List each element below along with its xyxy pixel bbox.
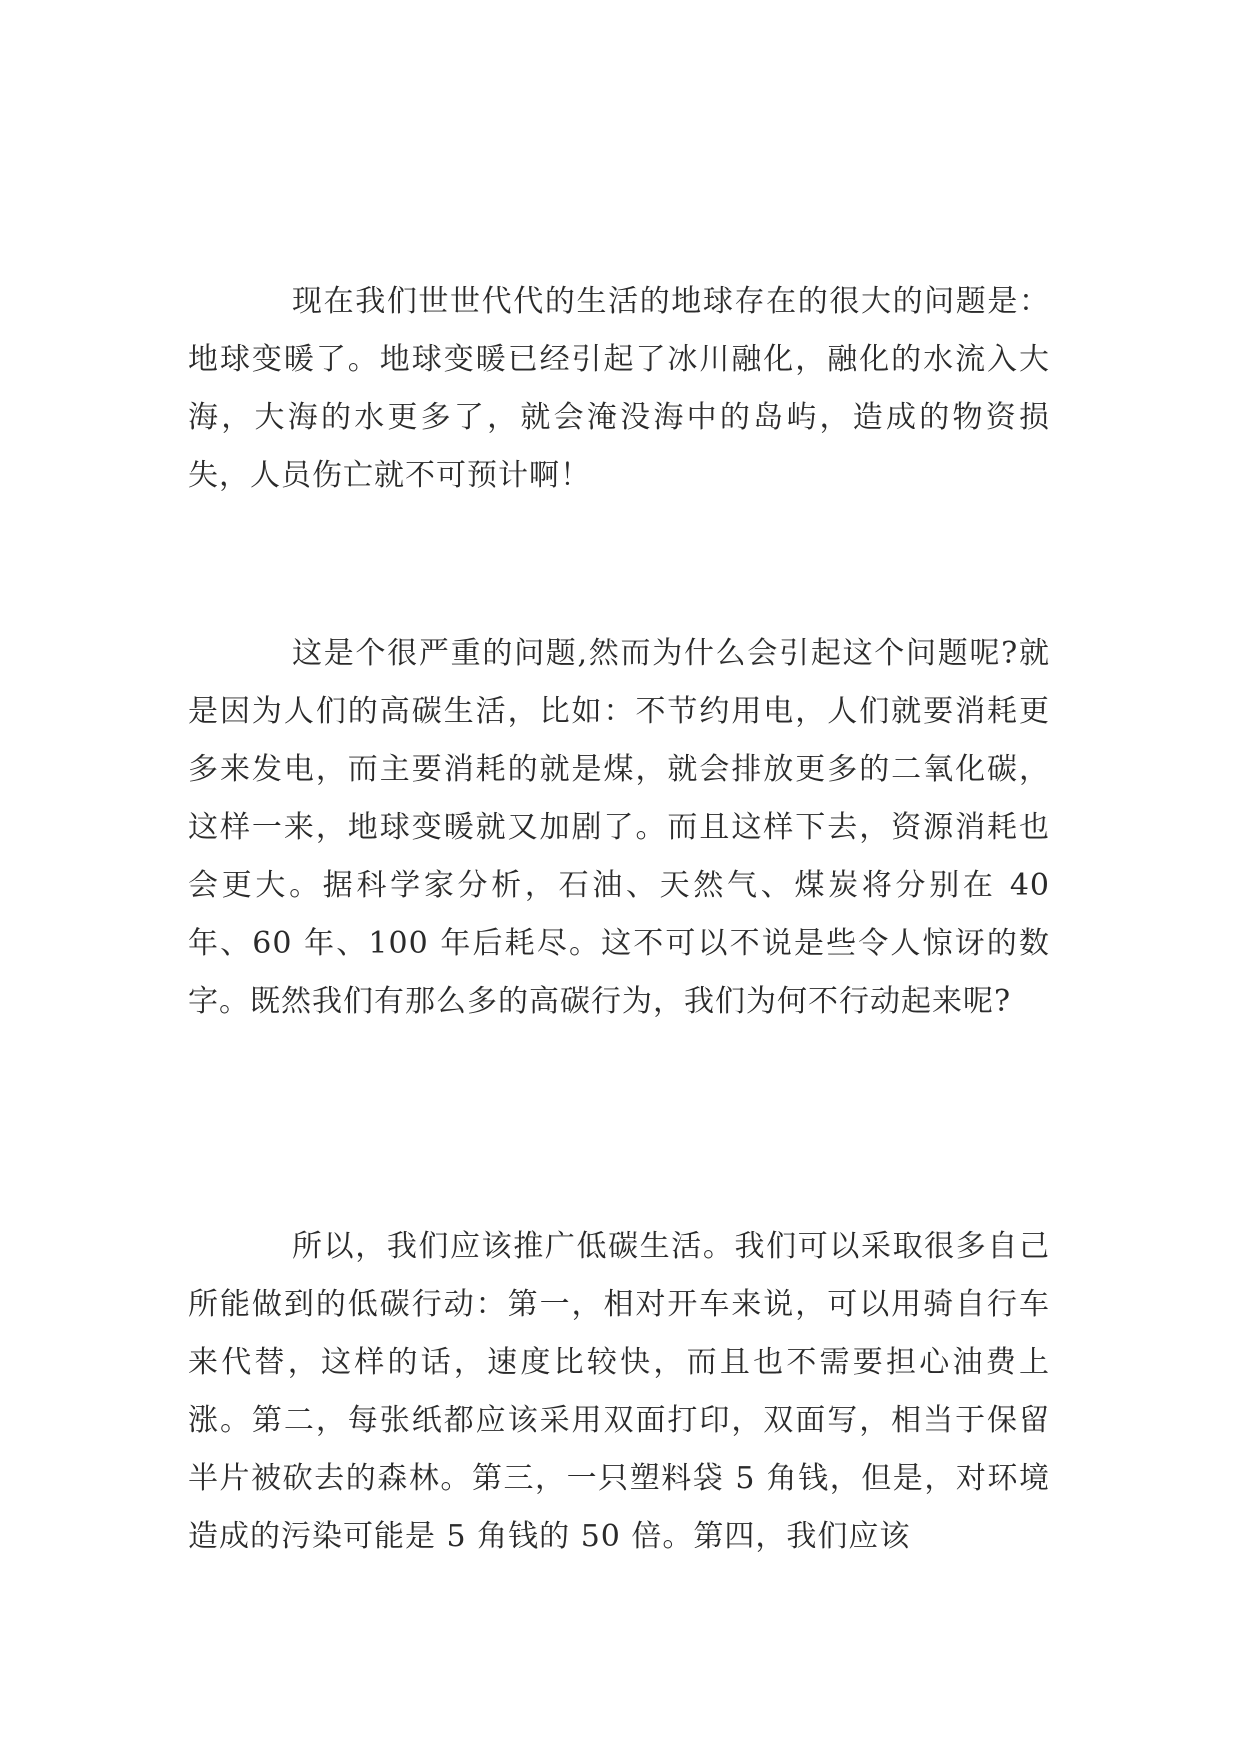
paragraph-low-carbon-actions: 所以，我们应该推广低碳生活。我们可以采取很多自己所能做到的低碳行动：第一，相对开车来说，可以用骑自行车来代替，这样的话，速度比较快，而且也不需要担心油费上涨。第二，每张纸都应该采用双面打印，双面写，相当于保留半片被砍去的森林。第三，一只塑料袋 5 角钱，但是，对环境造成的污染可能是 5 角钱的 50 倍。第四，我们应该 — [188, 1229, 1050, 1554]
paragraph-high-carbon-causes: 这是个很严重的问题,然而为什么会引起这个问题呢?就是因为人们的高碳生活，比如：不节约用电，人们就要消耗更多来发电，而主要消耗的就是煤，就会排放更多的二氧化碳，这样一来，地球变暖就又加剧了。而且这样下去，资源消耗也会更大。据科学家分析，石油、天然气、煤炭将分别在 40 年、60 年、100 年后耗尽。这不可以不说是些令人惊讶的数字。既然我们有那么多的高碳行为，我们为何不行动起来呢? — [188, 636, 1050, 1019]
paragraph-global-warming: 现在我们世世代代的生活的地球存在的很大的问题是：地球变暖了。地球变暖已经引起了冰川融化，融化的水流入大海，大海的水更多了，就会淹没海中的岛屿，造成的物资损失，人员伤亡就不可预计啊！ — [188, 284, 1050, 493]
